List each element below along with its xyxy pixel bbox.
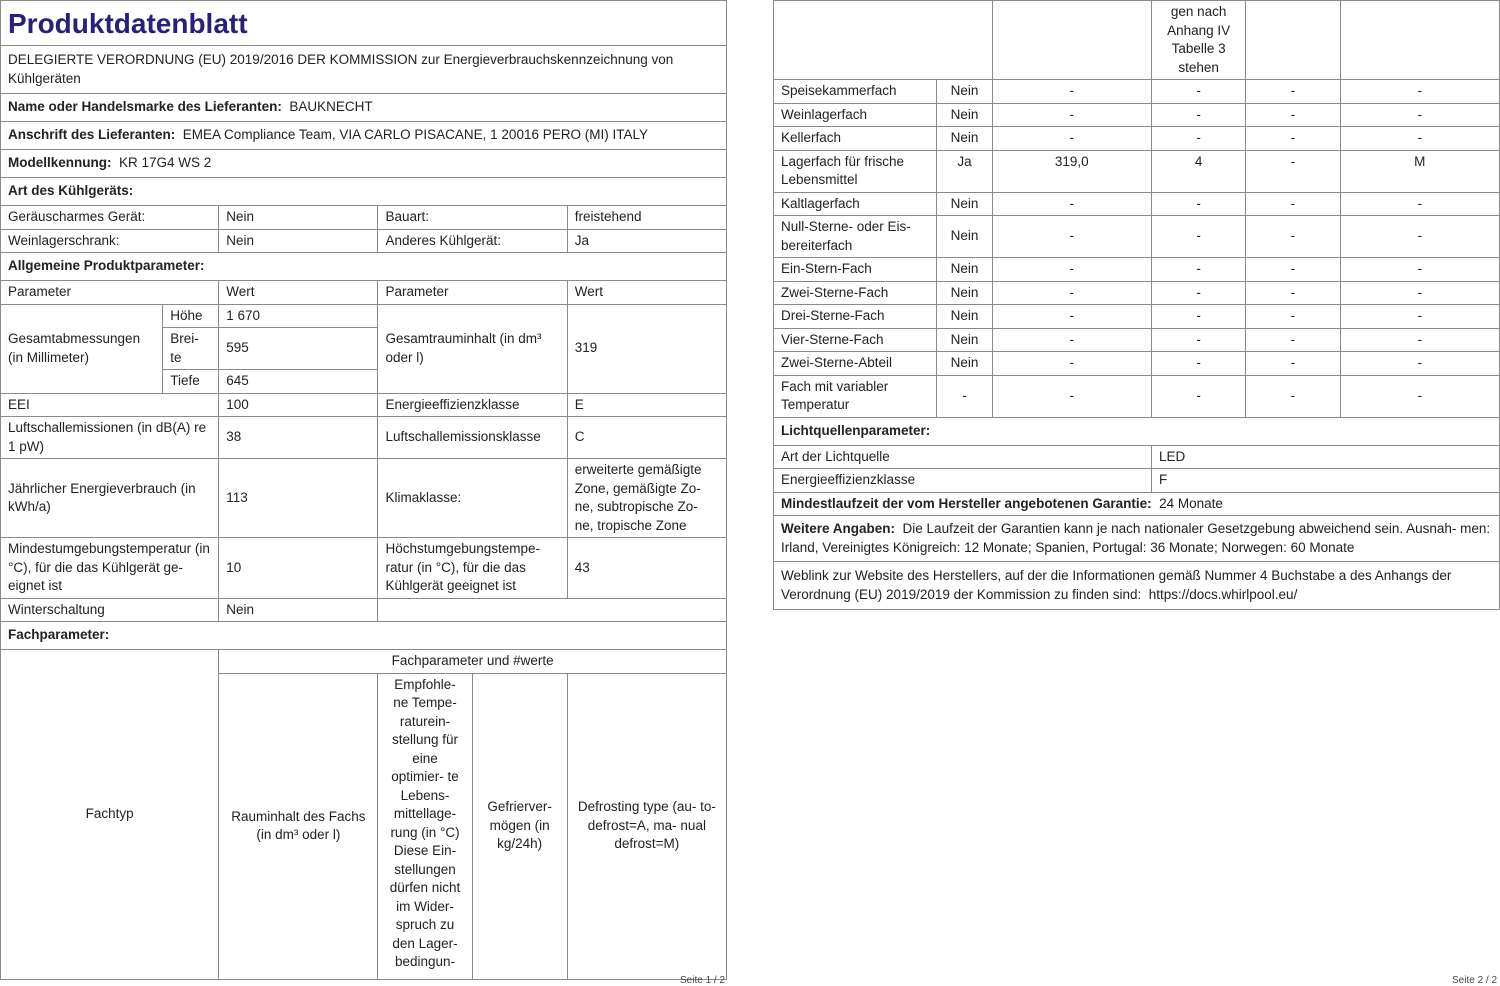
compartment-freezing-header: Gefrierver- mögen (in kg/24h) xyxy=(472,673,567,979)
general-params-heading: Allgemeine Produktparameter: xyxy=(1,253,727,281)
compartment-name: Zwei-Sterne-Fach xyxy=(774,281,937,305)
column-header: Wert xyxy=(219,281,378,305)
table-row xyxy=(1,598,727,622)
cell-label: Energieeffizienzklasse xyxy=(378,393,567,417)
page-title: Produktdatenblatt xyxy=(1,1,727,46)
address-value: EMEA Compliance Team, VIA CARLO PISACANE, 1 20016 PERO (MI) ITALY xyxy=(182,127,648,143)
compartment-temperature: - xyxy=(1152,80,1246,104)
compartment-name: Kellerfach xyxy=(774,127,937,151)
light-type-label: Art der Lichtquelle xyxy=(774,445,1152,469)
compartment-defrost: - xyxy=(1340,216,1499,258)
address-row xyxy=(1,122,727,150)
page-number: Seite 2 / 2 xyxy=(1452,975,1498,986)
depth-value: 645 xyxy=(219,370,378,394)
cell-label: Luftschallemissionen (in dB(A) re 1 pW) xyxy=(1,417,219,459)
compartment-present: Nein xyxy=(937,305,992,329)
light-type-value: LED xyxy=(1152,445,1500,469)
compartment-name: Drei-Sterne-Fach xyxy=(774,305,937,329)
total-volume-label: Gesamtrauminhalt (in dm³ oder l) xyxy=(378,304,567,393)
compartment-temperature: - xyxy=(1152,127,1246,151)
model-row xyxy=(1,150,727,178)
table-row xyxy=(1,229,727,253)
compartment-volume: - xyxy=(992,375,1151,417)
compartment-temperature: - xyxy=(1152,375,1246,417)
compartment-name: Kaltlagerfach xyxy=(774,192,937,216)
compartment-present: Nein xyxy=(937,258,992,282)
compartment-temperature: - xyxy=(1152,305,1246,329)
table-row xyxy=(774,352,1500,376)
compartment-volume: - xyxy=(992,127,1151,151)
compartment-present: Nein xyxy=(937,328,992,352)
compartment-defrost: - xyxy=(1340,103,1499,127)
compartment-defrost: - xyxy=(1340,281,1499,305)
compartment-temperature: - xyxy=(1152,216,1246,258)
cell-value: Nein xyxy=(219,598,378,622)
compartment-name: Null-Sterne- oder Eis- bereiterfach xyxy=(774,216,937,258)
compartment-defrost: - xyxy=(1340,328,1499,352)
page-1 xyxy=(0,0,727,968)
cell-label: Bauart: xyxy=(378,206,567,230)
temperature-header-continued: gen nach Anhang IV Tabelle 3 stehen xyxy=(1152,1,1246,80)
compartment-volume: - xyxy=(992,305,1151,329)
supplier-row xyxy=(1,94,727,122)
weblink-url[interactable]: https://docs.whirlpool.eu/ xyxy=(1148,586,1298,602)
width-label: Brei- te xyxy=(163,328,219,370)
compartment-name: Lagerfach für frische Lebensmittel xyxy=(774,150,937,192)
empty-cell xyxy=(774,1,993,80)
compartment-temperature: - xyxy=(1152,258,1246,282)
column-header: Parameter xyxy=(378,281,567,305)
compartment-freezing: - xyxy=(1246,150,1340,192)
empty-cell xyxy=(1340,1,1499,80)
compartment-temperature: - xyxy=(1152,103,1246,127)
column-header: Parameter xyxy=(1,281,219,305)
height-value: 1 670 xyxy=(219,304,378,328)
cell-value: Nein xyxy=(219,206,378,230)
compartment-name: Vier-Sterne-Fach xyxy=(774,328,937,352)
cell-label: Klimaklasse: xyxy=(378,459,567,538)
cell-label: Luftschallemissionsklasse xyxy=(378,417,567,459)
compartment-type-header: Fachtyp xyxy=(1,650,219,980)
cell-value: 100 xyxy=(219,393,378,417)
supplier-value: BAUKNECHT xyxy=(289,99,373,115)
compartment-freezing: - xyxy=(1246,305,1340,329)
compartment-volume: - xyxy=(992,192,1151,216)
supplier-label: Name oder Handelsmarke des Lieferanten: xyxy=(8,99,282,115)
compartment-defrost: - xyxy=(1340,80,1499,104)
compartment-freezing: - xyxy=(1246,328,1340,352)
compartment-present: - xyxy=(937,375,992,417)
table-row xyxy=(774,258,1500,282)
compartment-volume-header: Rauminhalt des Fachs (in dm³ oder l) xyxy=(219,673,378,979)
empty-cell xyxy=(992,1,1151,80)
table-row xyxy=(774,328,1500,352)
cell-label: Jährlicher Energieverbrauch (in kWh/a) xyxy=(1,459,219,538)
compartment-freezing: - xyxy=(1246,375,1340,417)
depth-label: Tiefe xyxy=(163,370,219,394)
compartment-freezing: - xyxy=(1246,258,1340,282)
address-label: Anschrift des Lieferanten: xyxy=(8,127,176,143)
compartment-params-heading: Fachparameter: xyxy=(1,622,727,650)
compartment-defrost: - xyxy=(1340,305,1499,329)
compartment-freezing: - xyxy=(1246,216,1340,258)
compartment-freezing: - xyxy=(1246,127,1340,151)
compartment-volume: - xyxy=(992,328,1151,352)
compartment-temperature-header: Empfohle- ne Tempe- raturein- stellung für eine optimier- te Lebens- mittellage- rung (in °C) Diese Ein- stellungen dürfen nicht im Wider- spruch zu den Lager- bedingun- xyxy=(378,673,472,979)
warranty-label: Mindestlaufzeit der vom Hersteller angebotenen Garantie: xyxy=(781,495,1152,511)
cell-label: Weinlagerschrank: xyxy=(1,229,219,253)
compartment-rows xyxy=(774,80,1500,418)
cell-label: Anderes Kühlgerät: xyxy=(378,229,567,253)
cell-value: 10 xyxy=(219,538,378,599)
table-row xyxy=(1,393,727,417)
compartment-freezing: - xyxy=(1246,103,1340,127)
weblink-text: Weblink zur Website des Herstellers, auf der die Informationen gemäß Nummer 4 Buchstabe a des Anhangs der Verordnung (EU) 2019/2019 der Kommission zu finden sind: xyxy=(781,568,1452,602)
table-row xyxy=(1,538,727,599)
compartment-present: Nein xyxy=(937,281,992,305)
cell-value: 38 xyxy=(219,417,378,459)
light-class-value: F xyxy=(1152,469,1500,493)
compartment-name: Fach mit variabler Temperatur xyxy=(774,375,937,417)
compartment-present: Nein xyxy=(937,192,992,216)
compartment-temperature: - xyxy=(1152,352,1246,376)
compartment-present: Nein xyxy=(937,80,992,104)
compartment-name: Ein-Stern-Fach xyxy=(774,258,937,282)
compartment-temperature: - xyxy=(1152,281,1246,305)
compartment-defrost: M xyxy=(1340,150,1499,192)
empty-cell xyxy=(378,598,727,622)
cell-value: E xyxy=(567,393,726,417)
warranty-value: 24 Monate xyxy=(1159,495,1223,511)
table-row xyxy=(774,103,1500,127)
cell-value: C xyxy=(567,417,726,459)
compartment-present: Nein xyxy=(937,352,992,376)
table-row xyxy=(774,375,1500,417)
cell-label: Höchstumgebungstempe- ratur (in °C), für die das Kühlgerät geeignet ist xyxy=(378,538,567,599)
compartment-temperature: - xyxy=(1152,192,1246,216)
compartment-volume: - xyxy=(992,258,1151,282)
compartment-freezing: - xyxy=(1246,281,1340,305)
compartment-freezing: - xyxy=(1246,192,1340,216)
compartment-name: Speisekammerfach xyxy=(774,80,937,104)
compartment-volume: - xyxy=(992,352,1151,376)
cell-label: Geräuscharmes Gerät: xyxy=(1,206,219,230)
more-info-value: Die Laufzeit der Garantien kann je nach nationaler Gesetzgebung abweichend sein. Ausnah- men: Irland, Vereinigtes Königreich: 12 Monate; Spanien, Portugal: 36 Monate; Norwegen: 60 Monate xyxy=(781,521,1491,555)
more-info-label: Weitere Angaben: xyxy=(781,521,896,536)
regulation-text: DELEGIERTE VERORDNUNG (EU) 2019/2016 DER KOMMISSION zur Energieverbrauchskennzeichnung von Kühlgeräten xyxy=(1,46,727,94)
compartment-volume: - xyxy=(992,216,1151,258)
height-label: Höhe xyxy=(163,304,219,328)
compartment-defrost-header: Defrosting type (au- to-defrost=A, ma- nual defrost=M) xyxy=(567,673,726,979)
width-value: 595 xyxy=(219,328,378,370)
table-row xyxy=(774,150,1500,192)
compartment-defrost: - xyxy=(1340,127,1499,151)
page-number: Seite 1 / 2 xyxy=(680,975,726,986)
product-data-sheet-table xyxy=(0,0,727,980)
compartment-volume: - xyxy=(992,103,1151,127)
compartment-volume: - xyxy=(992,80,1151,104)
cell-label: Mindestumgebungstemperatur (in °C), für die das Kühlgerät ge- eignet ist xyxy=(1,538,219,599)
dimensions-label: Gesamtabmessungen (in Millimeter) xyxy=(1,304,163,393)
warranty-row xyxy=(774,492,1500,516)
cell-value: 113 xyxy=(219,459,378,538)
table-row xyxy=(774,216,1500,258)
total-volume-value: 319 xyxy=(567,304,726,393)
cell-value: freistehend xyxy=(567,206,726,230)
table-row xyxy=(774,305,1500,329)
cell-label: Winterschaltung xyxy=(1,598,219,622)
compartment-freezing: - xyxy=(1246,352,1340,376)
compartment-defrost: - xyxy=(1340,258,1499,282)
appliance-type-heading: Art des Kühlgeräts: xyxy=(1,178,727,206)
table-row xyxy=(1,206,727,230)
table-row xyxy=(1,459,727,538)
table-row xyxy=(1,417,727,459)
compartment-freezing: - xyxy=(1246,80,1340,104)
compartment-volume: - xyxy=(992,281,1151,305)
compartment-defrost: - xyxy=(1340,375,1499,417)
model-label: Modellkennung: xyxy=(8,155,112,171)
column-header: Wert xyxy=(567,281,726,305)
compartment-volume: 319,0 xyxy=(992,150,1151,192)
compartment-name: Zwei-Sterne-Abteil xyxy=(774,352,937,376)
compartment-temperature: 4 xyxy=(1152,150,1246,192)
compartment-defrost: - xyxy=(1340,192,1499,216)
table-row xyxy=(774,192,1500,216)
table-row xyxy=(774,281,1500,305)
weblink-row xyxy=(774,562,1500,610)
compartment-group-header: Fachparameter und #werte xyxy=(219,650,727,674)
compartment-present: Ja xyxy=(937,150,992,192)
table-row xyxy=(774,127,1500,151)
compartment-present: Nein xyxy=(937,216,992,258)
compartment-defrost: - xyxy=(1340,352,1499,376)
compartment-present: Nein xyxy=(937,127,992,151)
compartment-name: Weinlagerfach xyxy=(774,103,937,127)
compartment-table xyxy=(773,0,1500,610)
table-header-row xyxy=(1,281,727,305)
cell-value: Ja xyxy=(567,229,726,253)
model-value: KR 17G4 WS 2 xyxy=(119,155,212,171)
cell-value: erweiterte gemäßigte Zone, gemäßigte Zo- ne, subtropische Zo- ne, tropische Zone xyxy=(567,459,726,538)
cell-value: Nein xyxy=(219,229,378,253)
more-info-row xyxy=(774,516,1500,562)
cell-value: 43 xyxy=(567,538,726,599)
light-params-heading: Lichtquellenparameter: xyxy=(774,417,1500,445)
cell-label: EEI xyxy=(1,393,219,417)
light-class-label: Energieeffizienzklasse xyxy=(774,469,1152,493)
page-2 xyxy=(773,0,1500,600)
compartment-temperature: - xyxy=(1152,328,1246,352)
empty-cell xyxy=(1246,1,1340,80)
table-row xyxy=(774,80,1500,104)
compartment-present: Nein xyxy=(937,103,992,127)
